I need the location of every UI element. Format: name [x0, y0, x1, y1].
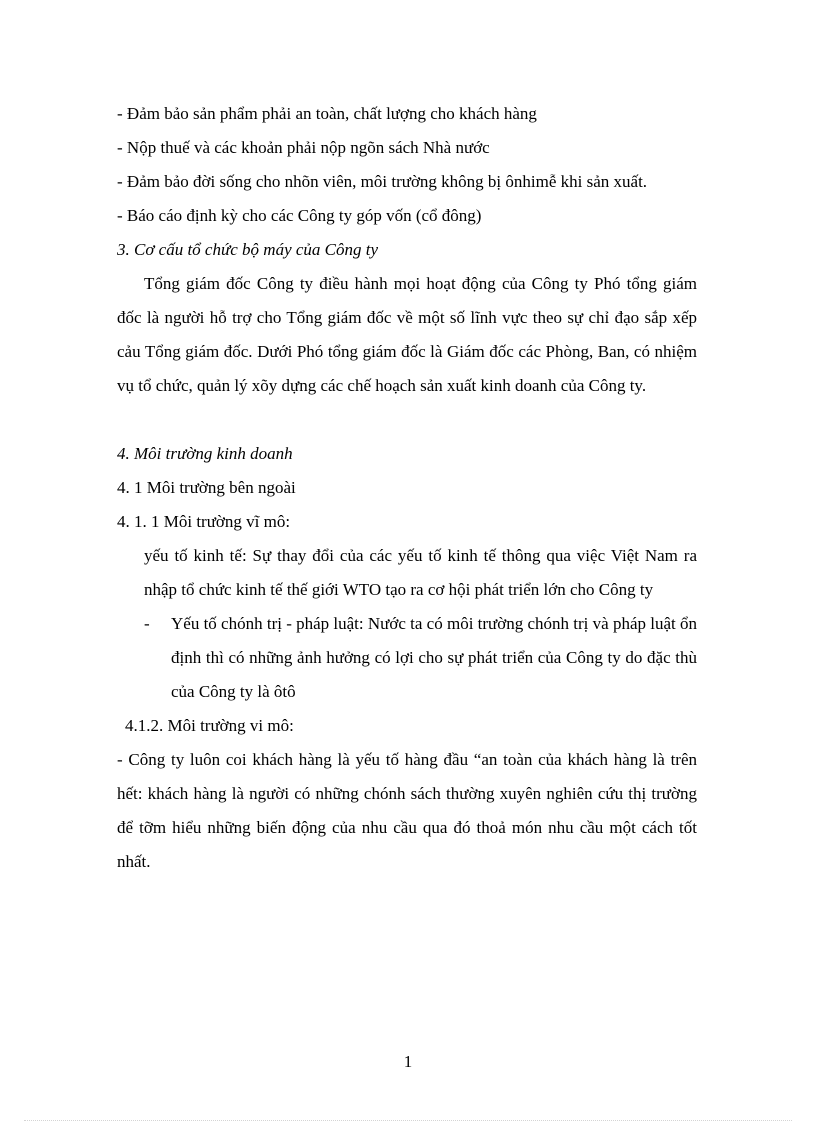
section-4-heading: 4. Môi trường kinh doanh — [117, 444, 293, 463]
page-edge-divider — [24, 1120, 792, 1121]
section-4-1-2-heading: 4.1.2. Môi trường vi mô: — [125, 716, 294, 735]
section-3-body: Tổng giám đốc Công ty điều hành mọi hoạt động của Công ty Phó tổng giám đốc là người hỗ trợ cho Tổng giám đốc về một số lĩnh vực theo sự chỉ đạo sắp xếp cảu Tổng giám đốc. Dưới Phó tổng giám đốc là Giám đốc các Phòng, Ban, có nhiệm vụ tổ chức, quản lý xõy dựng các chế hoạch sản xuất kinh doanh của Công ty. — [117, 274, 697, 395]
duty-periodic-report: - Báo cáo định kỳ cho các Công ty góp vốn (cổ đông) — [117, 206, 482, 225]
section-4-1-heading: 4. 1 Môi trường bên ngoài — [117, 478, 296, 497]
political-factor-paragraph: Yếu tố chónh trị - pháp luật: Nước ta có môi trường chónh trị và pháp luật ổn định thì có những ảnh hưởng có lợi cho sự phát triển của Công ty do đặc thù của Công ty là ôtô — [171, 614, 697, 701]
blank-line — [117, 403, 697, 437]
section-3-heading: 3. Cơ cấu tổ chức bộ máy của Công ty — [117, 240, 379, 259]
page-number: 1 — [403, 1052, 413, 1071]
duty-taxes: - Nộp thuế và các khoản phải nộp ngõn sách Nhà nước — [117, 138, 490, 157]
micro-environment-paragraph: - Công ty luôn coi khách hàng là yếu tố hàng đầu “an toàn của khách hàng là trên hết: khách hàng là người có những chónh sách thường xuyên nghiên cứu thị trường để tỡm hiểu những biến động của nhu cầu qua đó thoả món nhu cầu một cách tốt nhất. — [117, 750, 697, 871]
page-content — [117, 97, 697, 879]
duty-employee-welfare: - Đảm bảo đời sống cho nhõn viên, môi trường không bị ônhimễ khi sản xuất. — [117, 172, 648, 191]
section-4-1-1-heading: 4. 1. 1 Môi trường vĩ mô: — [117, 512, 291, 531]
bullet-dash: - — [144, 614, 150, 633]
economic-factor-paragraph: yếu tố kinh tế: Sự thay đổi của các yếu tố kinh tế thông qua việc Việt Nam ra nhập tổ chức kinh tế thế giới WTO tạo ra cơ hội phát triển lớn cho Công ty — [144, 546, 697, 599]
political-factor-item — [117, 607, 697, 709]
duty-product-safety: - Đảm bảo sản phẩm phải an toàn, chất lượng cho khách hàng — [117, 104, 537, 123]
